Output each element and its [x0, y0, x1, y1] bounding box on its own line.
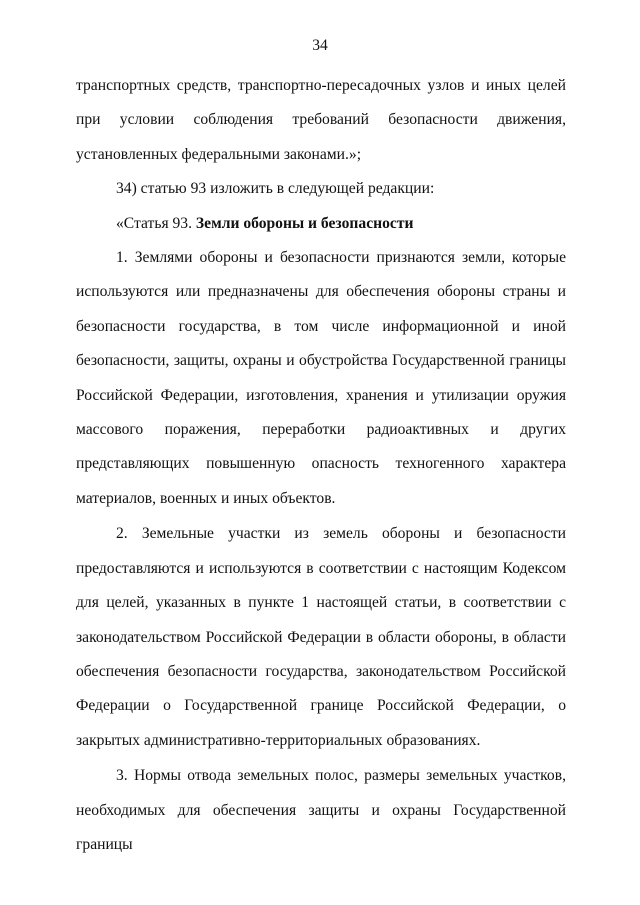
page-number: 34: [312, 37, 328, 54]
article-clause-2: 2. Земельные участки из земель обороны и безопасности предоставляются и используются в соответствии с настоящим Кодексом для целей, указанных в пункте 1 настоящей статьи, в соответствии с законодательством Российской Федерации в области обороны, в области обеспечения безопасности государства, законодательством Российской Федерации о Государственной границе Российской Федерации, о закрытых административно-территориальных образованиях.: [76, 525, 566, 749]
article-title: Земли обороны и безопасности: [195, 214, 414, 232]
article-clause-1: 1. Землями обороны и безопасности признаются земли, которые используются или предназначены для обеспечения обороны страны и безопасности государства, в том числе информационной и иной безопасности, защиты, охраны и обустройства Государственной границы Российской Федерации, изготовления, хранения и утилизации оружия массового поражения, переработки радиоактивных и других представляющих повышенную опасность техногенного характера материалов, военных и иных объектов.: [76, 249, 566, 507]
document-body: [76, 69, 566, 862]
article-clause-3: 3. Нормы отвода земельных полос, размеры земельных участков, необходимых для обеспечения защиты и охраны Государственной границы: [76, 767, 566, 853]
article-heading: [76, 207, 566, 241]
article-number: «Статья 93.: [116, 214, 193, 232]
paragraph-continuation: транспортных средств, транспортно-пересадочных узлов и иных целей при условии соблюдения требований безопасности движения, установленных федеральными законами.»;: [76, 77, 566, 163]
paragraph-item-34: 34) статью 93 изложить в следующей редакции:: [116, 180, 435, 198]
